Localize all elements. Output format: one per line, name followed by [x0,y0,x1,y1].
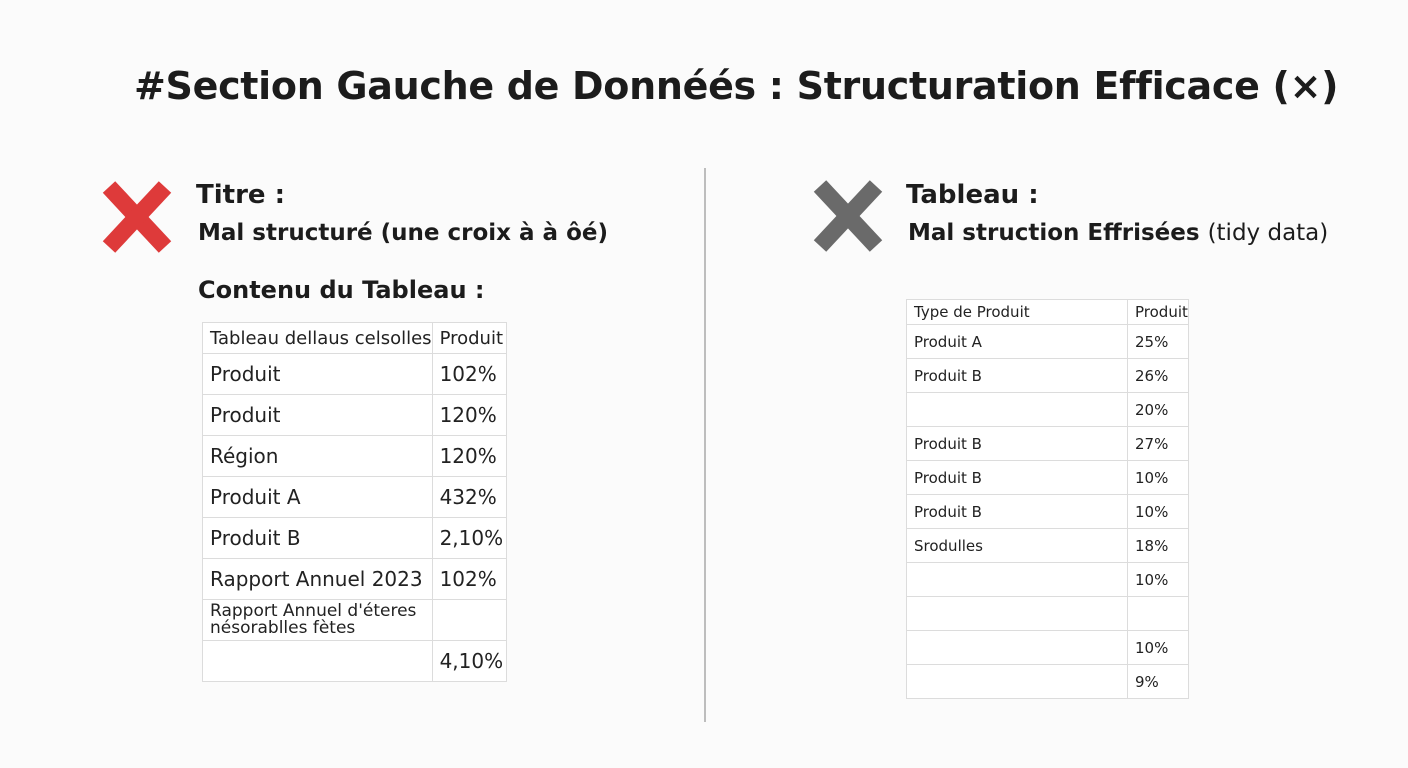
right-data-table [906,299,1189,699]
table-cell: 27% [1128,427,1189,461]
table-header-cell: Tableau dellaus celsolles [203,323,433,354]
content-heading: Contenu du Tableau : [198,276,485,304]
right-label: Tableau : [906,180,1039,210]
table-cell: Produit A [907,325,1128,359]
table-cell: Produit A [203,477,433,518]
table-cell: 120% [432,395,506,436]
table-cell [432,600,506,641]
left-label: Titre : [196,180,285,210]
table-cell: Produit B [907,495,1128,529]
page-title: #Section Gauche de Donnéés : Structuration Efficace (×) [134,64,1339,108]
table-cell [907,563,1128,597]
table-cell: 10% [1128,461,1189,495]
table-cell: 20% [1128,393,1189,427]
table-cell: Produit B [203,518,433,559]
table-row [203,559,507,600]
table-row [907,529,1189,563]
table-cell: Produit [203,395,433,436]
table-cell: 10% [1128,495,1189,529]
table-cell: 102% [432,354,506,395]
table-header-row [907,300,1189,325]
table-cell: Rapport Annuel d'éteres nésorablles fètes [203,600,433,641]
table-cell: Produit B [907,427,1128,461]
table-row [203,395,507,436]
table-cell: 4,10% [432,641,506,682]
table-cell: 102% [432,559,506,600]
table-row [907,563,1189,597]
table-header-cell: Type de Produit [907,300,1128,325]
table-row [907,393,1189,427]
table-cell: 9% [1128,665,1189,699]
table-cell: 120% [432,436,506,477]
table-row [907,495,1189,529]
table-cell: 10% [1128,563,1189,597]
table-cell: 432% [432,477,506,518]
table-cell: 25% [1128,325,1189,359]
table-cell [907,631,1128,665]
table-row [203,436,507,477]
table-cell: Srodulles [907,529,1128,563]
table-row [907,359,1189,393]
table-row [203,354,507,395]
table-cell: 18% [1128,529,1189,563]
right-subtitle [908,220,1328,246]
table-cell [1128,597,1189,631]
table-row [203,600,507,641]
table-row [203,641,507,682]
table-cell [203,641,433,682]
table-row [907,597,1189,631]
right-subtitle-note: (tidy data) [1207,220,1329,246]
table-cell: Produit B [907,461,1128,495]
table-cell: 2,10% [432,518,506,559]
table-row [203,518,507,559]
table-header-cell: Produit [432,323,506,354]
table-cell [907,665,1128,699]
table-row [907,461,1189,495]
table-row [907,631,1189,665]
table-row [203,477,507,518]
table-header-row [203,323,507,354]
table-cell: Produit B [907,359,1128,393]
table-cell: Rapport Annuel 2023 [203,559,433,600]
table-row [907,325,1189,359]
right-subtitle-main: Mal struction Effrisées [908,220,1200,246]
column-divider [704,168,706,722]
table-row [907,665,1189,699]
table-cell: 26% [1128,359,1189,393]
gray-cross-icon [808,176,888,256]
red-cross-icon [97,177,177,257]
left-subtitle: Mal structuré (une croix à à ôé) [198,220,608,246]
table-cell [907,393,1128,427]
left-data-table [202,322,507,682]
table-cell: Région [203,436,433,477]
table-cell [907,597,1128,631]
table-cell: Produit [203,354,433,395]
table-row [907,427,1189,461]
table-header-cell: Produit [1128,300,1189,325]
table-cell: 10% [1128,631,1189,665]
